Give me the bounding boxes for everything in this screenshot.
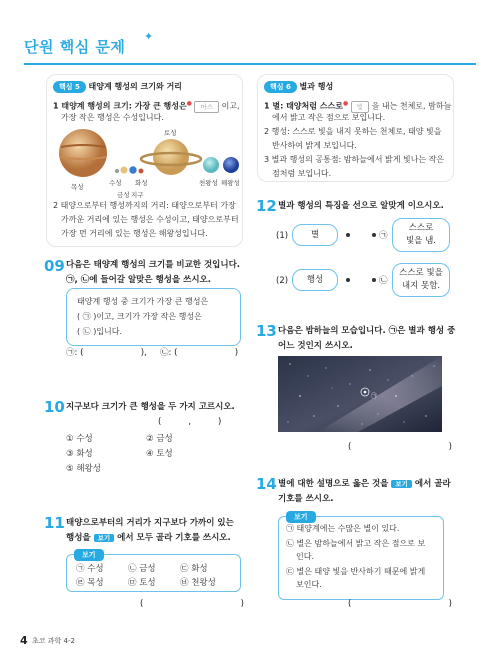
core6-line5: 3 별과 행성의 공통점: 밤하늘에서 밝게 빛나는 작은 [264,155,445,164]
question-text: 다음은 밤하늘의 모습입니다. ㉠은 별과 행성 중 [278,326,456,336]
venus [121,167,128,174]
neptune [223,157,239,173]
match-dot[interactable] [346,278,350,282]
bogi-choice[interactable]: ㉡ 금성 [128,564,156,574]
marker-icon: ● [342,100,349,107]
header-divider [24,63,476,65]
core-badge: 핵심 6 [264,81,297,93]
passage-line: 태양계 행성 중 크기가 가장 큰 행성은 [77,297,209,306]
match-dot[interactable] [372,233,376,237]
core6-text: 을 내는 천체로, 밤하늘 [371,101,452,111]
bogi-choice[interactable]: ㉢ 화성 [180,564,208,574]
page-number: 4 [20,634,28,647]
saturn [153,139,189,175]
match-text: 스스로 [408,223,434,233]
planet-label: 수성 [109,179,122,187]
planet-label: 금성 [117,191,130,199]
choice-item[interactable]: ④ 토성 [146,449,173,459]
target-mark: ㉠ [371,393,378,400]
core-badge: 핵심 5 [53,81,86,93]
core5-line2: 가장 작은 행성은 수성입니다. [61,113,164,122]
core6-line3: 2 행성: 스스로 빛을 내지 못하는 천체로, 태양 빛을 [264,127,442,136]
question-text-part: 에서 모두 골라 기호를 쓰시오. [117,533,231,543]
answer-blank[interactable]: ( , ) [158,417,222,427]
jupiter [59,129,107,177]
bogi-choice[interactable]: ㉤ 토성 [128,578,156,588]
planet-illustration [51,127,241,207]
match-right-noglow[interactable] [392,263,450,297]
match-left-number: (1) [276,231,289,241]
answer-blank[interactable]: ( ) [348,599,452,609]
book-title: 초코 과학 4-2 [32,637,75,645]
question-text: 어느 것인지 쓰시오. [278,341,353,351]
bogi-item[interactable]: ㉡ 별은 밤하늘에서 밝고 작은 점으로 보 [286,539,426,548]
question-text-part: 별에 대한 설명으로 옳은 것을 [278,479,389,489]
night-sky-photo [278,356,442,432]
match-left-planet[interactable]: 행성 [292,269,338,291]
question-number: 12 [256,197,277,215]
planet-label: 천왕성 [199,179,218,187]
match-text: 스스로 빛을 [399,268,443,278]
earth [129,166,136,173]
question-text: 태양으로부터의 거리가 지구보다 가까이 있는 [66,518,234,528]
choice-item[interactable]: ③ 화성 [66,449,93,459]
planet-label: 토성 [164,129,177,137]
question-number: 14 [256,475,277,493]
match-dot[interactable] [346,233,350,237]
mars [139,169,144,174]
answer-label: ) [234,348,239,358]
match-left-number: (2) [276,276,289,286]
bogi-label: 보기 [74,549,104,561]
core-summary-6 [257,74,454,182]
question-text [66,531,231,546]
bogi-choice[interactable]: ㉣ 목성 [76,578,104,588]
bogi-choice[interactable]: ㉠ 수성 [76,564,104,574]
question-text: ㉠, ㉡에 들어갈 알맞은 행성을 쓰시오. [66,275,211,285]
passage-box [66,288,241,346]
question-text [278,477,451,492]
question-text: 기호를 쓰시오. [278,494,334,504]
answer-label: ㉡: ( [160,348,178,358]
core-title: 태양계 행성의 크기와 거리 [88,82,182,91]
question-text-part: 에서 골라 [414,479,451,489]
core5-distance-3: 가장 먼 거리에 있는 행성은 해왕성입니다. [61,229,208,238]
marker-icon: ● [186,100,192,107]
planet-label: 해왕성 [221,179,240,187]
match-dot[interactable] [372,278,376,282]
passage-line: ( ㉠ )이고, 크기가 가장 작은 행성은 [77,312,202,321]
answer-label: ㉠: ( [66,348,84,358]
bogi-choice[interactable]: ㉥ 천왕성 [180,578,216,588]
match-right-glow[interactable] [392,218,450,252]
question-number: 09 [44,257,65,275]
match-text: 내지 못함. [401,281,441,291]
question-text: 다음은 태양계 행성의 크기를 비교한 것입니다. [66,260,241,270]
question-text: 지구보다 크기가 큰 행성을 두 가지 고르시오. [66,402,235,412]
core6-line4: 반사하여 밝게 보입니다. [272,141,357,150]
core5-text: 1 태양계 행성의 크기: 가장 큰 행성은 [53,101,187,111]
core6-text: 1 별: 태양처럼 스스로 [264,101,343,111]
bogi-tag: 보기 [94,534,115,542]
choice-item[interactable]: ⑤ 해왕성 [66,464,101,474]
page-title: 단원 핵심 문제 [24,38,126,56]
core5-text: 이고, [221,101,240,111]
core5-marker: 마스 [194,101,219,113]
question-number: 13 [256,322,277,340]
question-number: 10 [44,398,65,416]
bogi-item-cont: 보인다. [296,580,322,589]
sparkle-icon: ✦ [144,30,154,43]
core5-distance-1: 2 태양으로부터 행성까지의 거리: 태양으로부터 가장 [53,201,236,210]
core6-marker: 빛 [351,101,369,113]
match-right-symbol: ㉡ [379,276,388,286]
choice-item[interactable]: ① 수성 [66,434,93,444]
bogi-item[interactable]: ㉢ 별은 태양 빛을 반사하기 때문에 밝게 [286,567,426,576]
answer-blank-b[interactable] [160,346,238,358]
passage-line: ( ㉡ )입니다. [77,327,123,336]
answer-blank-a[interactable] [66,346,147,358]
choice-item[interactable]: ② 금성 [146,434,173,444]
mercury [115,169,119,173]
bogi-item[interactable]: ㉠ 태양계에는 수많은 별이 있다. [286,524,400,533]
question-text-part: 행성을 [66,533,91,543]
question-text: 별과 행성의 특징을 선으로 알맞게 이으시오. [278,201,444,211]
planet-label: 지구 [131,191,144,199]
answer-blank[interactable]: ( ) [348,442,452,452]
match-text: 빛을 냄. [405,236,437,246]
core5-distance-2: 가까운 거리에 있는 행성은 수성이고, 태양으로부터 [61,215,239,224]
planet-label: 목성 [71,183,84,191]
planet-label: 화성 [135,179,148,187]
bogi-item-cont: 인다. [296,552,314,561]
match-right-symbol: ㉠ [379,231,388,241]
match-left-star[interactable]: 별 [292,224,338,246]
answer-blank[interactable]: ( ) [140,599,244,609]
bogi-tag: 보기 [391,480,412,488]
core-summary-5 [46,74,243,247]
uranus [203,157,219,173]
core-title: 별과 행성 [299,82,334,91]
core6-line6: 점처럼 보입니다. [272,169,332,178]
bogi-label: 보기 [286,511,316,523]
question-number: 11 [44,514,65,532]
answer-label: ), [140,348,147,358]
core6-line2: 에서 밝고 작은 점으로 보입니다. [272,113,386,122]
